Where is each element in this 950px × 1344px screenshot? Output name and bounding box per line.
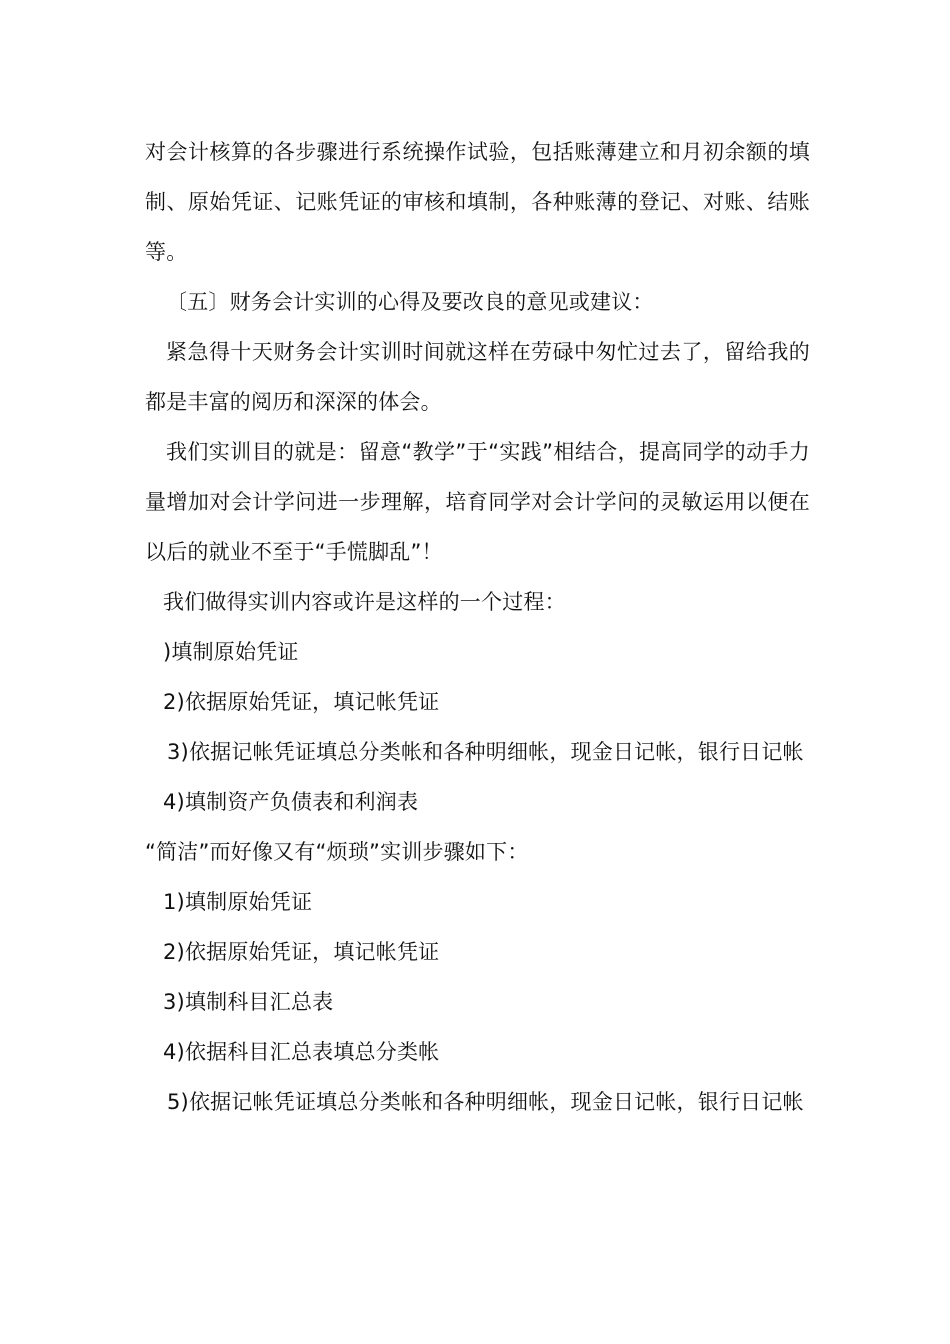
paragraph-steps-intro: “简洁”而好像又有“烦琐”实训步骤如下： [145, 840, 529, 864]
paragraph-experience: 紧急得十天财务会计实训时间就这样在劳碌中匆忙过去了，留给我的都是丰富的阅历和深深的体会。 [145, 340, 810, 414]
list-item-process-2: 2)依据原始凭证，填记帐凭证 [163, 690, 440, 714]
list-item-process-1: )填制原始凭证 [163, 640, 299, 664]
list-item-process-3: 3)依据记帐凭证填总分类帐和各种明细帐，现金日记帐，银行日记帐 [167, 740, 804, 764]
list-item-step-4: 4)依据科目汇总表填总分类帐 [163, 1040, 440, 1064]
list-item-step-1: 1)填制原始凭证 [163, 890, 313, 914]
list-item-step-3: 3)填制科目汇总表 [163, 990, 334, 1014]
paragraph-accounting-steps: 对会计核算的各步骤进行系统操作试验，包括账薄建立和月初余额的填制、原始凭证、记账凭证的审核和填制，各种账薄的登记、对账、结账等。 [145, 140, 810, 264]
list-item-step-5: 5)依据记帐凭证填总分类帐和各种明细帐，现金日记帐，银行日记帐 [167, 1090, 804, 1114]
document-body [145, 127, 810, 1127]
paragraph-purpose: 我们实训目的就是：留意“教学”于“实践”相结合，提高同学的动手力量增加对会计学问进一步理解，培育同学对会计学问的灵敏运用以便在以后的就业不至于“手慌脚乱”！ [145, 440, 810, 564]
section-heading-five: 〔五〕财务会计实训的心得及要改良的意见或建议： [166, 290, 654, 314]
paragraph-process-intro: 我们做得实训内容或许是这样的一个过程： [163, 590, 566, 614]
list-item-process-4: 4)填制资产负债表和利润表 [163, 790, 419, 814]
list-item-step-2: 2)依据原始凭证，填记帐凭证 [163, 940, 440, 964]
